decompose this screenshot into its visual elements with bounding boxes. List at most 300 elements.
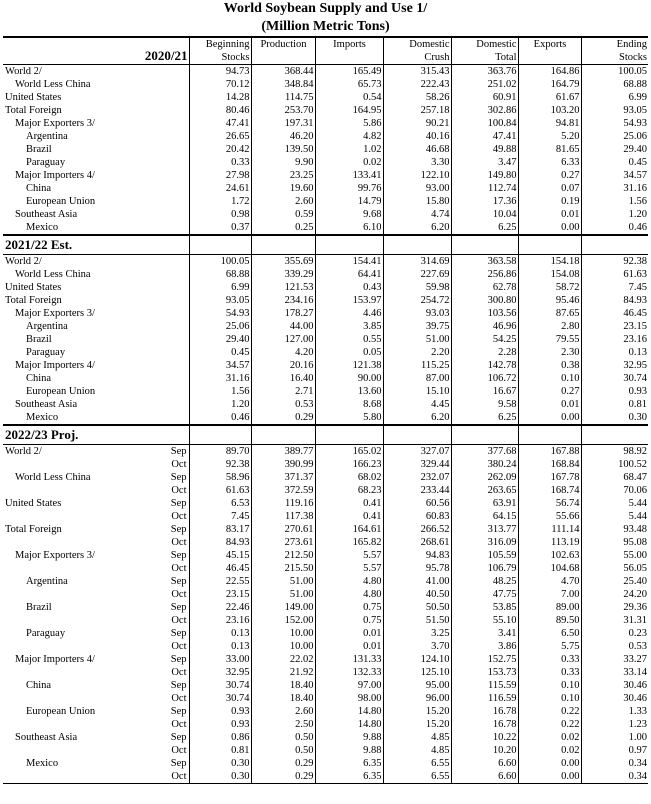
cell-exports: 5.75 bbox=[518, 640, 581, 653]
cell-ending: 0.45 bbox=[581, 156, 648, 169]
cell-beginning: 47.41 bbox=[189, 117, 251, 130]
column-header-ending: Ending bbox=[581, 37, 648, 51]
cell-imports: 14.80 bbox=[315, 718, 383, 731]
section-spacer-cell bbox=[581, 235, 648, 255]
cell-domestic-crush: 87.00 bbox=[383, 372, 451, 385]
cell-domestic-total: 16.78 bbox=[451, 705, 518, 718]
column-header-domestic-crush: Domestic bbox=[383, 37, 451, 51]
table-row bbox=[3, 666, 648, 679]
row-month: Oct bbox=[171, 745, 187, 756]
table-row bbox=[3, 549, 648, 562]
cell-production: 197.31 bbox=[251, 117, 315, 130]
cell-beginning: 0.45 bbox=[189, 346, 251, 359]
cell-beginning: 30.74 bbox=[189, 679, 251, 692]
cell-domestic-total: 10.04 bbox=[451, 208, 518, 221]
cell-beginning: 0.30 bbox=[189, 757, 251, 770]
section-spacer-cell bbox=[189, 425, 251, 445]
row-label bbox=[3, 692, 146, 705]
cell-ending: 54.93 bbox=[581, 117, 648, 130]
section-header-row bbox=[3, 425, 648, 445]
cell-domestic-crush: 40.16 bbox=[383, 130, 451, 143]
cell-domestic-crush: 233.44 bbox=[383, 484, 451, 497]
cell-exports: 95.46 bbox=[518, 294, 581, 307]
row-month: Sep bbox=[170, 576, 187, 587]
cell-domestic-crush: 15.10 bbox=[383, 385, 451, 398]
row-label: Major Importers 4/ bbox=[15, 360, 95, 371]
cell-ending: 46.45 bbox=[581, 307, 648, 320]
cell-exports: 167.78 bbox=[518, 471, 581, 484]
cell-domestic-total: 142.78 bbox=[451, 359, 518, 372]
row-label: Paraguay bbox=[26, 347, 66, 358]
cell-ending: 95.08 bbox=[581, 536, 648, 549]
cell-ending: 92.38 bbox=[581, 255, 648, 269]
cell-ending: 61.63 bbox=[581, 268, 648, 281]
cell-beginning: 84.93 bbox=[189, 536, 251, 549]
table-row bbox=[3, 182, 648, 195]
cell-domestic-total: 48.25 bbox=[451, 575, 518, 588]
section-name: 2020/21 bbox=[3, 37, 189, 65]
cell-domestic-total: 6.60 bbox=[451, 770, 518, 784]
cell-production: 44.00 bbox=[251, 320, 315, 333]
table-row bbox=[3, 398, 648, 411]
table-row bbox=[3, 411, 648, 425]
row-label bbox=[3, 458, 146, 471]
row-label: Major Exporters 3/ bbox=[15, 118, 95, 129]
cell-beginning: 83.17 bbox=[189, 523, 251, 536]
cell-domestic-total: 62.78 bbox=[451, 281, 518, 294]
cell-beginning: 0.13 bbox=[189, 640, 251, 653]
cell-domestic-crush: 254.72 bbox=[383, 294, 451, 307]
cell-ending: 100.05 bbox=[581, 65, 648, 79]
cell-production: 348.84 bbox=[251, 78, 315, 91]
cell-imports: 90.00 bbox=[315, 372, 383, 385]
cell-ending: 70.06 bbox=[581, 484, 648, 497]
cell-beginning: 45.15 bbox=[189, 549, 251, 562]
cell-production: 4.20 bbox=[251, 346, 315, 359]
cell-imports: 0.41 bbox=[315, 497, 383, 510]
cell-exports: 81.65 bbox=[518, 143, 581, 156]
cell-beginning: 89.70 bbox=[189, 445, 251, 459]
cell-production: 114.75 bbox=[251, 91, 315, 104]
cell-exports: 56.74 bbox=[518, 497, 581, 510]
row-label bbox=[3, 536, 146, 549]
cell-production: 212.50 bbox=[251, 549, 315, 562]
row-label: Mexico bbox=[26, 758, 59, 769]
table-row bbox=[3, 601, 648, 614]
cell-exports: 4.70 bbox=[518, 575, 581, 588]
cell-exports: 154.08 bbox=[518, 268, 581, 281]
cell-domestic-crush: 58.26 bbox=[383, 91, 451, 104]
cell-domestic-total: 3.47 bbox=[451, 156, 518, 169]
table-row bbox=[3, 359, 648, 372]
cell-production: 389.77 bbox=[251, 445, 315, 459]
row-month: Sep bbox=[170, 550, 187, 561]
cell-production: 0.59 bbox=[251, 208, 315, 221]
cell-imports: 5.57 bbox=[315, 562, 383, 575]
cell-exports: 168.84 bbox=[518, 458, 581, 471]
cell-production: 215.50 bbox=[251, 562, 315, 575]
cell-production: 139.50 bbox=[251, 143, 315, 156]
cell-exports: 0.02 bbox=[518, 744, 581, 757]
cell-production: 178.27 bbox=[251, 307, 315, 320]
cell-production: 2.50 bbox=[251, 718, 315, 731]
cell-production: 23.25 bbox=[251, 169, 315, 182]
cell-domestic-total: 106.79 bbox=[451, 562, 518, 575]
cell-domestic-total: 49.88 bbox=[451, 143, 518, 156]
cell-imports: 166.23 bbox=[315, 458, 383, 471]
table-row bbox=[3, 640, 648, 653]
cell-exports: 0.02 bbox=[518, 731, 581, 744]
cell-production: 18.40 bbox=[251, 679, 315, 692]
cell-ending: 0.34 bbox=[581, 770, 648, 784]
cell-domestic-total: 152.75 bbox=[451, 653, 518, 666]
cell-ending: 24.20 bbox=[581, 588, 648, 601]
cell-beginning: 70.12 bbox=[189, 78, 251, 91]
cell-exports: 164.86 bbox=[518, 65, 581, 79]
cell-domestic-total: 63.91 bbox=[451, 497, 518, 510]
cell-production: 0.53 bbox=[251, 398, 315, 411]
table-row bbox=[3, 653, 648, 666]
cell-beginning: 0.93 bbox=[189, 718, 251, 731]
cell-production: 10.00 bbox=[251, 640, 315, 653]
cell-ending: 1.56 bbox=[581, 195, 648, 208]
row-label: Major Exporters 3/ bbox=[15, 550, 95, 561]
cell-beginning: 94.73 bbox=[189, 65, 251, 79]
cell-production: 355.69 bbox=[251, 255, 315, 269]
cell-imports: 98.00 bbox=[315, 692, 383, 705]
cell-production: 368.44 bbox=[251, 65, 315, 79]
cell-domestic-crush: 96.00 bbox=[383, 692, 451, 705]
column-subheader-exports bbox=[518, 51, 581, 65]
cell-domestic-total: 115.59 bbox=[451, 679, 518, 692]
row-label: Mexico bbox=[3, 411, 189, 425]
cell-exports: 7.00 bbox=[518, 588, 581, 601]
cell-beginning: 34.57 bbox=[189, 359, 251, 372]
cell-exports: 0.01 bbox=[518, 398, 581, 411]
row-month: Oct bbox=[171, 459, 187, 470]
cell-imports: 6.10 bbox=[315, 221, 383, 235]
cell-domestic-total: 3.86 bbox=[451, 640, 518, 653]
cell-domestic-crush: 50.50 bbox=[383, 601, 451, 614]
cell-domestic-total: 3.41 bbox=[451, 627, 518, 640]
cell-ending: 84.93 bbox=[581, 294, 648, 307]
table-row bbox=[3, 497, 648, 510]
cell-exports: 6.50 bbox=[518, 627, 581, 640]
cell-imports: 164.61 bbox=[315, 523, 383, 536]
row-month: Sep bbox=[170, 706, 187, 717]
cell-beginning: 92.38 bbox=[189, 458, 251, 471]
cell-imports: 97.00 bbox=[315, 679, 383, 692]
cell-production: 0.25 bbox=[251, 221, 315, 235]
cell-production: 0.29 bbox=[251, 411, 315, 425]
section-header-row bbox=[3, 235, 648, 255]
cell-exports: 0.00 bbox=[518, 770, 581, 784]
cell-beginning: 25.06 bbox=[189, 320, 251, 333]
cell-beginning: 68.88 bbox=[189, 268, 251, 281]
row-month: Oct bbox=[171, 563, 187, 574]
table-row bbox=[3, 757, 648, 770]
cell-ending: 1.33 bbox=[581, 705, 648, 718]
cell-ending: 23.15 bbox=[581, 320, 648, 333]
cell-domestic-crush: 3.70 bbox=[383, 640, 451, 653]
cell-exports: 0.00 bbox=[518, 221, 581, 235]
cell-imports: 0.75 bbox=[315, 614, 383, 627]
section-name: 2022/23 Proj. bbox=[3, 425, 189, 445]
table-row bbox=[3, 445, 648, 459]
cell-production: 20.16 bbox=[251, 359, 315, 372]
cell-domestic-total: 316.09 bbox=[451, 536, 518, 549]
cell-exports: 0.27 bbox=[518, 385, 581, 398]
cell-production: 253.70 bbox=[251, 104, 315, 117]
cell-imports: 9.68 bbox=[315, 208, 383, 221]
cell-ending: 0.93 bbox=[581, 385, 648, 398]
cell-ending: 93.05 bbox=[581, 104, 648, 117]
cell-imports: 6.35 bbox=[315, 770, 383, 784]
document-subtitle: (Million Metric Tons) bbox=[261, 19, 390, 34]
cell-imports: 131.33 bbox=[315, 653, 383, 666]
cell-exports: 0.00 bbox=[518, 411, 581, 425]
row-month: Oct bbox=[171, 537, 187, 548]
table-row bbox=[3, 91, 648, 104]
cell-production: 18.40 bbox=[251, 692, 315, 705]
cell-domestic-crush: 51.00 bbox=[383, 333, 451, 346]
cell-imports: 0.55 bbox=[315, 333, 383, 346]
row-month: Sep bbox=[170, 524, 187, 535]
cell-domestic-total: 153.73 bbox=[451, 666, 518, 679]
cell-ending: 0.13 bbox=[581, 346, 648, 359]
row-month: Oct bbox=[146, 770, 189, 784]
cell-imports: 6.35 bbox=[315, 757, 383, 770]
section-spacer-cell bbox=[451, 235, 518, 255]
section-spacer-cell bbox=[251, 235, 315, 255]
cell-beginning: 22.46 bbox=[189, 601, 251, 614]
cell-beginning: 0.81 bbox=[189, 744, 251, 757]
table-row bbox=[3, 143, 648, 156]
cell-ending: 6.99 bbox=[581, 91, 648, 104]
cell-domestic-crush: 327.07 bbox=[383, 445, 451, 459]
cell-beginning: 22.55 bbox=[189, 575, 251, 588]
cell-beginning: 23.16 bbox=[189, 614, 251, 627]
cell-domestic-crush: 60.83 bbox=[383, 510, 451, 523]
row-month: Sep bbox=[170, 680, 187, 691]
cell-domestic-crush: 93.00 bbox=[383, 182, 451, 195]
cell-domestic-crush: 41.00 bbox=[383, 575, 451, 588]
table-row bbox=[3, 195, 648, 208]
cell-domestic-total: 363.58 bbox=[451, 255, 518, 269]
row-label: Total Foreign bbox=[5, 105, 62, 116]
row-label bbox=[3, 484, 146, 497]
cell-production: 234.16 bbox=[251, 294, 315, 307]
cell-exports: 87.65 bbox=[518, 307, 581, 320]
column-subheader-beginning: Stocks bbox=[189, 51, 251, 65]
cell-exports: 0.27 bbox=[518, 169, 581, 182]
cell-exports: 0.22 bbox=[518, 718, 581, 731]
cell-exports: 61.67 bbox=[518, 91, 581, 104]
column-header-production: Production bbox=[251, 37, 315, 51]
cell-ending: 0.46 bbox=[581, 221, 648, 235]
row-label bbox=[3, 510, 146, 523]
row-label: European Union bbox=[26, 386, 96, 397]
row-label: World Less China bbox=[15, 472, 91, 483]
cell-imports: 4.80 bbox=[315, 588, 383, 601]
cell-imports: 4.46 bbox=[315, 307, 383, 320]
cell-ending: 31.31 bbox=[581, 614, 648, 627]
cell-production: 2.60 bbox=[251, 705, 315, 718]
cell-production: 19.60 bbox=[251, 182, 315, 195]
cell-domestic-total: 16.67 bbox=[451, 385, 518, 398]
cell-imports: 3.85 bbox=[315, 320, 383, 333]
cell-imports: 99.76 bbox=[315, 182, 383, 195]
cell-production: 339.29 bbox=[251, 268, 315, 281]
cell-exports: 0.22 bbox=[518, 705, 581, 718]
cell-domestic-crush: 4.85 bbox=[383, 731, 451, 744]
row-month: Sep bbox=[170, 758, 187, 769]
section-spacer-cell bbox=[518, 425, 581, 445]
table-row bbox=[3, 562, 648, 575]
cell-imports: 68.02 bbox=[315, 471, 383, 484]
table-row bbox=[3, 346, 648, 359]
cell-domestic-total: 17.36 bbox=[451, 195, 518, 208]
cell-ending: 7.45 bbox=[581, 281, 648, 294]
cell-domestic-total: 16.78 bbox=[451, 718, 518, 731]
row-label: Argentina bbox=[26, 321, 68, 332]
cell-imports: 0.01 bbox=[315, 640, 383, 653]
cell-production: 0.50 bbox=[251, 744, 315, 757]
cell-exports: 94.81 bbox=[518, 117, 581, 130]
cell-domestic-total: 377.68 bbox=[451, 445, 518, 459]
row-label: United States bbox=[5, 282, 62, 293]
table-row bbox=[3, 744, 648, 757]
row-label: Total Foreign bbox=[5, 524, 62, 535]
cell-beginning: 0.86 bbox=[189, 731, 251, 744]
cell-beginning: 0.33 bbox=[189, 156, 251, 169]
cell-domestic-total: 313.77 bbox=[451, 523, 518, 536]
cell-production: 152.00 bbox=[251, 614, 315, 627]
cell-domestic-crush: 3.30 bbox=[383, 156, 451, 169]
cell-domestic-crush: 95.78 bbox=[383, 562, 451, 575]
row-label: China bbox=[26, 183, 52, 194]
cell-ending: 0.81 bbox=[581, 398, 648, 411]
cell-domestic-crush: 3.25 bbox=[383, 627, 451, 640]
cell-beginning: 33.00 bbox=[189, 653, 251, 666]
row-month: Sep bbox=[170, 732, 187, 743]
section-spacer-cell bbox=[251, 425, 315, 445]
cell-exports: 89.50 bbox=[518, 614, 581, 627]
cell-domestic-total: 6.60 bbox=[451, 757, 518, 770]
table-row bbox=[3, 221, 648, 235]
row-month: Sep bbox=[170, 628, 187, 639]
cell-ending: 31.16 bbox=[581, 182, 648, 195]
cell-exports: 0.33 bbox=[518, 653, 581, 666]
cell-ending: 0.23 bbox=[581, 627, 648, 640]
row-month: Oct bbox=[171, 719, 187, 730]
cell-domestic-crush: 6.20 bbox=[383, 411, 451, 425]
cell-beginning: 61.63 bbox=[189, 484, 251, 497]
cell-production: 121.53 bbox=[251, 281, 315, 294]
cell-beginning: 6.53 bbox=[189, 497, 251, 510]
row-month: Sep bbox=[170, 498, 187, 509]
cell-domestic-total: 6.25 bbox=[451, 221, 518, 235]
cell-imports: 154.41 bbox=[315, 255, 383, 269]
cell-beginning: 0.98 bbox=[189, 208, 251, 221]
cell-domestic-total: 263.65 bbox=[451, 484, 518, 497]
table-row bbox=[3, 731, 648, 744]
cell-ending: 30.74 bbox=[581, 372, 648, 385]
cell-domestic-total: 149.80 bbox=[451, 169, 518, 182]
row-month: Sep bbox=[170, 602, 187, 613]
row-label: Mexico bbox=[3, 221, 189, 235]
cell-beginning: 1.72 bbox=[189, 195, 251, 208]
cell-production: 10.00 bbox=[251, 627, 315, 640]
cell-domestic-total: 9.58 bbox=[451, 398, 518, 411]
row-label: Argentina bbox=[26, 131, 68, 142]
column-header-exports: Exports bbox=[518, 37, 581, 51]
cell-exports: 0.07 bbox=[518, 182, 581, 195]
cell-beginning: 26.65 bbox=[189, 130, 251, 143]
cell-production: 270.61 bbox=[251, 523, 315, 536]
column-header-beginning: Beginning bbox=[189, 37, 251, 51]
cell-imports: 13.60 bbox=[315, 385, 383, 398]
section-spacer-cell bbox=[581, 425, 648, 445]
cell-domestic-total: 46.96 bbox=[451, 320, 518, 333]
row-label: China bbox=[26, 680, 52, 691]
cell-exports: 2.30 bbox=[518, 346, 581, 359]
cell-ending: 0.53 bbox=[581, 640, 648, 653]
cell-beginning: 32.95 bbox=[189, 666, 251, 679]
column-header-imports: Imports bbox=[315, 37, 383, 51]
row-month: Sep bbox=[170, 472, 187, 483]
table-row bbox=[3, 458, 648, 471]
cell-beginning: 100.05 bbox=[189, 255, 251, 269]
section-spacer-cell bbox=[315, 425, 383, 445]
cell-beginning: 0.30 bbox=[189, 770, 251, 784]
cell-domestic-total: 6.25 bbox=[451, 411, 518, 425]
cell-imports: 5.86 bbox=[315, 117, 383, 130]
cell-exports: 0.10 bbox=[518, 372, 581, 385]
table-row bbox=[3, 156, 648, 169]
cell-domestic-crush: 329.44 bbox=[383, 458, 451, 471]
row-label bbox=[3, 588, 146, 601]
cell-imports: 9.88 bbox=[315, 744, 383, 757]
section-spacer-cell bbox=[518, 235, 581, 255]
cell-ending: 68.88 bbox=[581, 78, 648, 91]
cell-beginning: 93.05 bbox=[189, 294, 251, 307]
row-label: Major Exporters 3/ bbox=[15, 308, 95, 319]
table-row bbox=[3, 679, 648, 692]
table-row bbox=[3, 294, 648, 307]
cell-imports: 165.02 bbox=[315, 445, 383, 459]
cell-domestic-crush: 40.50 bbox=[383, 588, 451, 601]
cell-exports: 102.63 bbox=[518, 549, 581, 562]
cell-domestic-total: 262.09 bbox=[451, 471, 518, 484]
cell-domestic-total: 256.86 bbox=[451, 268, 518, 281]
table-row bbox=[3, 307, 648, 320]
column-subheader-domestic-total: Total bbox=[451, 51, 518, 65]
section-name: 2021/22 Est. bbox=[3, 235, 189, 255]
table-row bbox=[3, 718, 648, 731]
cell-production: 390.99 bbox=[251, 458, 315, 471]
table-row bbox=[3, 78, 648, 91]
cell-domestic-crush: 266.52 bbox=[383, 523, 451, 536]
cell-beginning: 80.46 bbox=[189, 104, 251, 117]
cell-ending: 29.36 bbox=[581, 601, 648, 614]
cell-domestic-total: 10.20 bbox=[451, 744, 518, 757]
row-label bbox=[3, 640, 146, 653]
cell-exports: 79.55 bbox=[518, 333, 581, 346]
cell-domestic-total: 55.10 bbox=[451, 614, 518, 627]
column-subheader-domestic-crush: Crush bbox=[383, 51, 451, 65]
cell-beginning: 1.56 bbox=[189, 385, 251, 398]
